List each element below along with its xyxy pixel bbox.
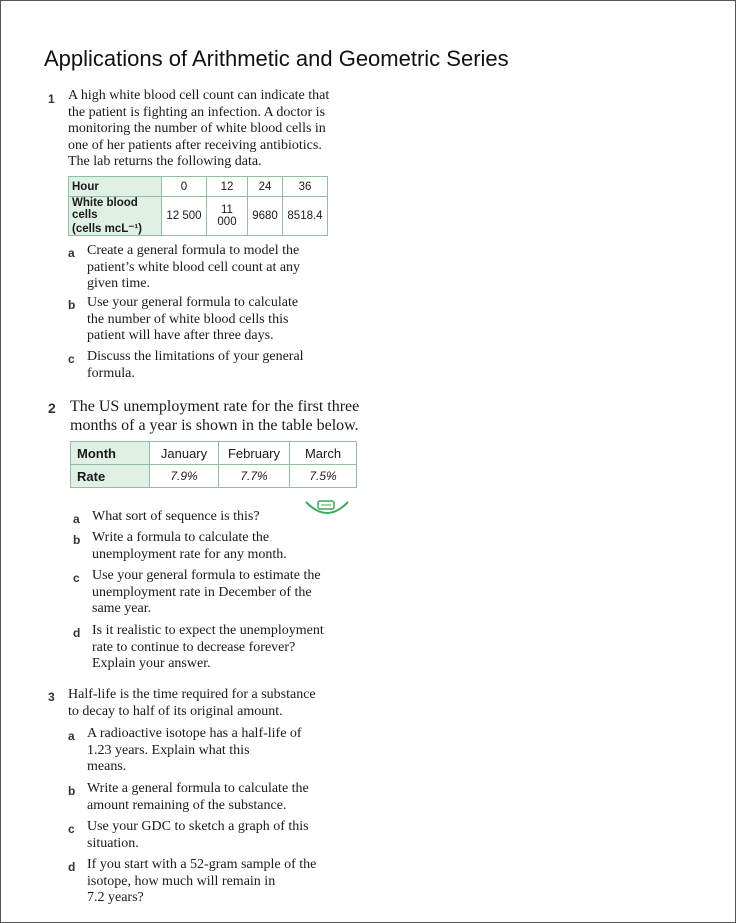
part-line: unemployment rate in December of the [92, 584, 312, 600]
question-2-part-c [92, 568, 321, 618]
part-line: isotope, how much will remain in [87, 873, 276, 889]
intro-line: to decay to half of its original amount. [68, 703, 283, 719]
row-header-hour: Hour [69, 177, 162, 197]
part-letter: c [68, 352, 75, 366]
part-line: 7.2 years? [87, 890, 144, 905]
part-line: A radioactive isotope has a half-life of [87, 726, 302, 741]
part-line: 1.23 years. Explain what this [87, 742, 250, 758]
question-1-part-c [87, 349, 304, 382]
part-line: Use your general formula to calculate [87, 295, 299, 310]
question-2-intro [70, 397, 359, 435]
table-cell: 24 [248, 177, 283, 197]
table-row [71, 442, 357, 465]
part-line: Explain your answer. [92, 656, 211, 671]
row-header-month: Month [71, 442, 150, 465]
intro-line: the patient is fighting an infection. A doctor is [68, 104, 326, 120]
question-3-part-d [87, 857, 316, 907]
question-3-part-b [87, 781, 309, 814]
intro-line: months of a year is shown in the table below. [70, 417, 359, 434]
question-1-intro [68, 88, 329, 171]
table-row [71, 465, 357, 488]
question-2-part-d [92, 623, 324, 673]
calculator-icon [304, 498, 350, 518]
table-cell: January [150, 442, 219, 465]
part-line: What sort of sequence is this? [92, 509, 260, 524]
part-line: amount remaining of the substance. [87, 797, 287, 813]
white-blood-cell-table [68, 176, 328, 236]
table-row [69, 177, 328, 197]
part-letter: c [73, 571, 80, 585]
intro-line: one of her patients after receiving antibiotics. [68, 137, 322, 153]
table-cell: 7.9% [150, 465, 219, 488]
part-line: situation. [87, 835, 139, 851]
part-letter: d [68, 860, 76, 874]
question-3-intro [68, 687, 316, 720]
part-line: Write a general formula to calculate the [87, 781, 309, 796]
table-cell: 8518.4 [283, 197, 328, 236]
part-line: means. [87, 759, 127, 774]
part-letter: a [68, 246, 75, 260]
table-cell: 12 [207, 177, 248, 197]
part-line: formula. [87, 365, 135, 381]
part-letter: c [68, 822, 75, 836]
part-line: Write a formula to calculate the [92, 530, 270, 545]
part-line: same year. [92, 601, 152, 616]
part-line: Use your GDC to sketch a graph of this [87, 819, 309, 834]
table-cell: March [290, 442, 357, 465]
table-row [69, 197, 328, 236]
question-1-part-b [87, 295, 298, 345]
table-cell: 12 500 [162, 197, 207, 236]
page-title: Applications of Arithmetic and Geometric Series [44, 46, 509, 71]
part-letter: b [73, 533, 81, 547]
table-cell: February [219, 442, 290, 465]
question-3-part-c [87, 819, 309, 852]
part-line: patient’s white blood cell count at any [87, 259, 301, 275]
table-cell: 7.7% [219, 465, 290, 488]
header-line: (cells mcL⁻¹) [72, 223, 142, 235]
table-cell: 36 [283, 177, 328, 197]
unemployment-table [70, 441, 357, 488]
part-line: rate to continue to decrease forever? [92, 639, 296, 655]
intro-line: The lab returns the following data. [68, 154, 262, 169]
part-line: unemployment rate for any month. [92, 546, 287, 562]
table-cell: 9680 [248, 197, 283, 236]
question-1-part-a [87, 243, 300, 293]
table-cell: 11 000 [207, 197, 248, 236]
question-3-number: 3 [48, 690, 55, 704]
question-2-part-b [92, 530, 287, 563]
intro-line: monitoring the number of white blood cells in [68, 121, 326, 136]
part-line: Discuss the limitations of your general [87, 349, 304, 364]
intro-line: A high white blood cell count can indicate that [68, 88, 330, 103]
question-1-number: 1 [48, 92, 55, 106]
part-line: Create a general formula to model the [87, 243, 300, 258]
question-2-part-a [92, 509, 260, 526]
intro-line: Half-life is the time required for a substance [68, 687, 316, 702]
row-header-rate: Rate [71, 465, 150, 488]
question-2-number: 2 [48, 400, 56, 416]
part-letter: b [68, 784, 76, 798]
part-line: If you start with a 52-gram sample of the [87, 857, 317, 872]
part-letter: d [73, 626, 81, 640]
part-letter: a [73, 512, 80, 526]
header-line: White blood cells [72, 197, 138, 221]
table-cell: 0 [162, 177, 207, 197]
part-line: given time. [87, 276, 150, 291]
part-line: the number of white blood cells this [87, 311, 289, 327]
table-cell: 7.5% [290, 465, 357, 488]
part-letter: a [68, 729, 75, 743]
part-letter: b [68, 298, 76, 312]
part-line: patient will have after three days. [87, 328, 274, 343]
intro-line: The US unemployment rate for the first three [70, 398, 360, 415]
question-3-part-a [87, 726, 302, 776]
part-line: Is it realistic to expect the unemployment [92, 623, 324, 638]
row-header-white-blood-cells [69, 197, 162, 236]
part-line: Use your general formula to estimate the [92, 568, 321, 583]
